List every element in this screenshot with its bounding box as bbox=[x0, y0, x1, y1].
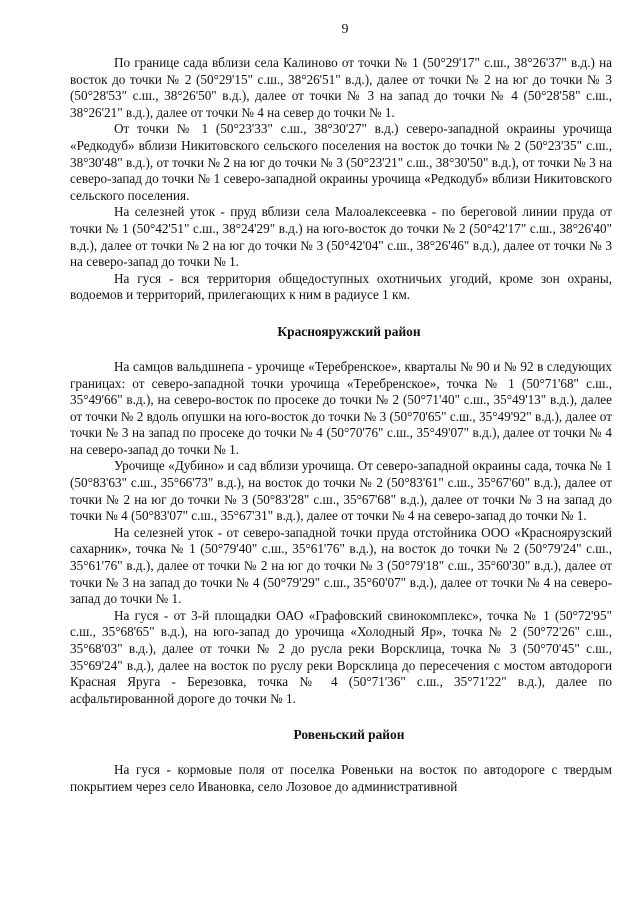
paragraph-maloalekseevka-pond: На селезней уток - пруд вблизи села Малоалексеевка - по береговой линии пруда от точки № 1 (50°42'51" с.ш., 38°24'29" в.д.) на юго-восток до точки № 2 (50°42'17" с.ш., 38°26'40" в.д.), далее от точки № 2 на юг до точки № 3 (50°42'04" с.ш., 38°26'46" в.д.), далее от точки № 3 на северо-запад до точки № 1. bbox=[70, 204, 612, 270]
paragraph-woodcock-terebrenskoe: На самцов вальдшнепа - урочище «Теребренское», кварталы № 90 и № 92 в следующих границах: от северо-западной точки урочища «Теребренское», точка № 1 (50°71'68" с.ш., 35°49'66" в.д.), на северо-восток по просеке до точки № 2 (50°71'40" с.ш., 35°49'13" в.д.), далее от точки № 2 вдоль опушки на юго-восток до точки № 3 (50°70'65" с.ш., 35°49'92" в.д.), далее от точки № 3 на запад по просеке до точки № 4 (50°70'76" с.ш., 35°49'07" в.д.), далее от точки № 4 на северо-запад до точки № 1. bbox=[70, 358, 612, 457]
section-krasnoyaruzhsky bbox=[70, 359, 612, 707]
section-rovensky bbox=[70, 762, 612, 795]
page-number: 9 bbox=[341, 22, 349, 37]
section-heading-krasnoyaruzhsky: Краснояружский район bbox=[277, 323, 421, 339]
section-heading-rovensky: Ровеньский район bbox=[293, 727, 405, 743]
paragraph-dubino: Урочище «Дубино» и сад вблизи урочища. От северо-западной окраины сада, точка № 1 (50°83'63" с.ш., 35°66'73" в.д.), на восток до точки № 2 (50°83'61" с.ш., 35°67'60" в.д.), далее от точки № 2 на юг до точки № 3 (50°83'28" с.ш., 35°67'68" в.д.), далее от точки № 3 на запад до точки № 4 (50°83'07" с.ш., 35°67'31" в.д.), далее от точки № 4 на северо-запад до точки № 1. bbox=[70, 458, 612, 524]
paragraph-kalinovo-garden: По границе сада вблизи села Калиново от точки № 1 (50°29'17" с.ш., 38°26'37" в.д.) на восток до точки № 2 (50°29'15" с.ш., 38°26'51" в.д.), далее от точки № 2 на юг до точки № 3 (50°28'53" с.ш., 38°26'50" в.д.), далее от точки № 3 на запад до точки № 4 (50°28'58" с.ш., 38°26'21" в.д.), далее от точки № 4 на север до точки № 1. bbox=[70, 55, 612, 120]
paragraph-goose-grafovsky: На гуся - от 3-й площадки ОАО «Графовский свинокомплекс», точка № 1 (50°72'95" с.ш., 35°68'65" в.д.), на юго-запад до урочища «Холодный Яр», точка № 2 (50°72'26" с.ш., 35°68'03" в.д.), далее от точки № 2 до русла реки Ворсклица, точка № 3 (50°70'45" с.ш., 35°69'24" в.д.), далее на восток по руслу реки Ворсклица до пересечения с мостом автодороги Красная Яруга - Березовка, точка № 4 (50°71'36" с.ш., 35°71'22" в.д.), далее по асфальтированной дороге до точки № 1. bbox=[70, 607, 612, 706]
paragraph-goose-rovenki: На гуся - кормовые поля от поселка Ровеньки на восток по автодороге с твердым покрытием через село Ивановка, село Лозовое до административной bbox=[70, 762, 612, 794]
paragraph-drake-settling-pond: На селезней уток - от северо-западной точки пруда отстойника ООО «Красноярузский сахарник», точка № 1 (50°79'40" с.ш., 35°61'76" в.д.), на восток до точки № 2 (50°79'24" с.ш., 35°61'76" в.д.), далее от точки № 2 на юг до точки № 3 (50°79'18" с.ш., 35°60'30" в.д.), далее от точки № 3 на запад до точки № 4 (50°79'29" с.ш., 35°60'07" в.д.), далее от точки № 4 на северо-запад до точки № 1. bbox=[70, 524, 612, 607]
paragraph-redkodub: От точки № 1 (50°23'33" с.ш., 38°30'27" в.д.) северо-западной окраины урочища «Редкодуб» вблизи Никитовского сельского поселения на восток до точки № 2 (50°23'35" с.ш., 38°30'48" в.д.), от точки № 2 на юг до точки № 3 (50°23'21" с.ш., 38°30'50" в.д.), от точки № 3 на северо-запад до точки № 1 северо-западной окраины урочища «Редкодуб» вблизи Никитовского сельского поселения. bbox=[70, 121, 612, 203]
paragraph-goose-territory: На гуся - вся территория общедоступных охотничьих угодий, кроме зон охраны, водоемов и территорий, прилегающих к ним в радиусе 1 км. bbox=[70, 270, 612, 303]
section-belovsky-continued bbox=[70, 55, 612, 304]
